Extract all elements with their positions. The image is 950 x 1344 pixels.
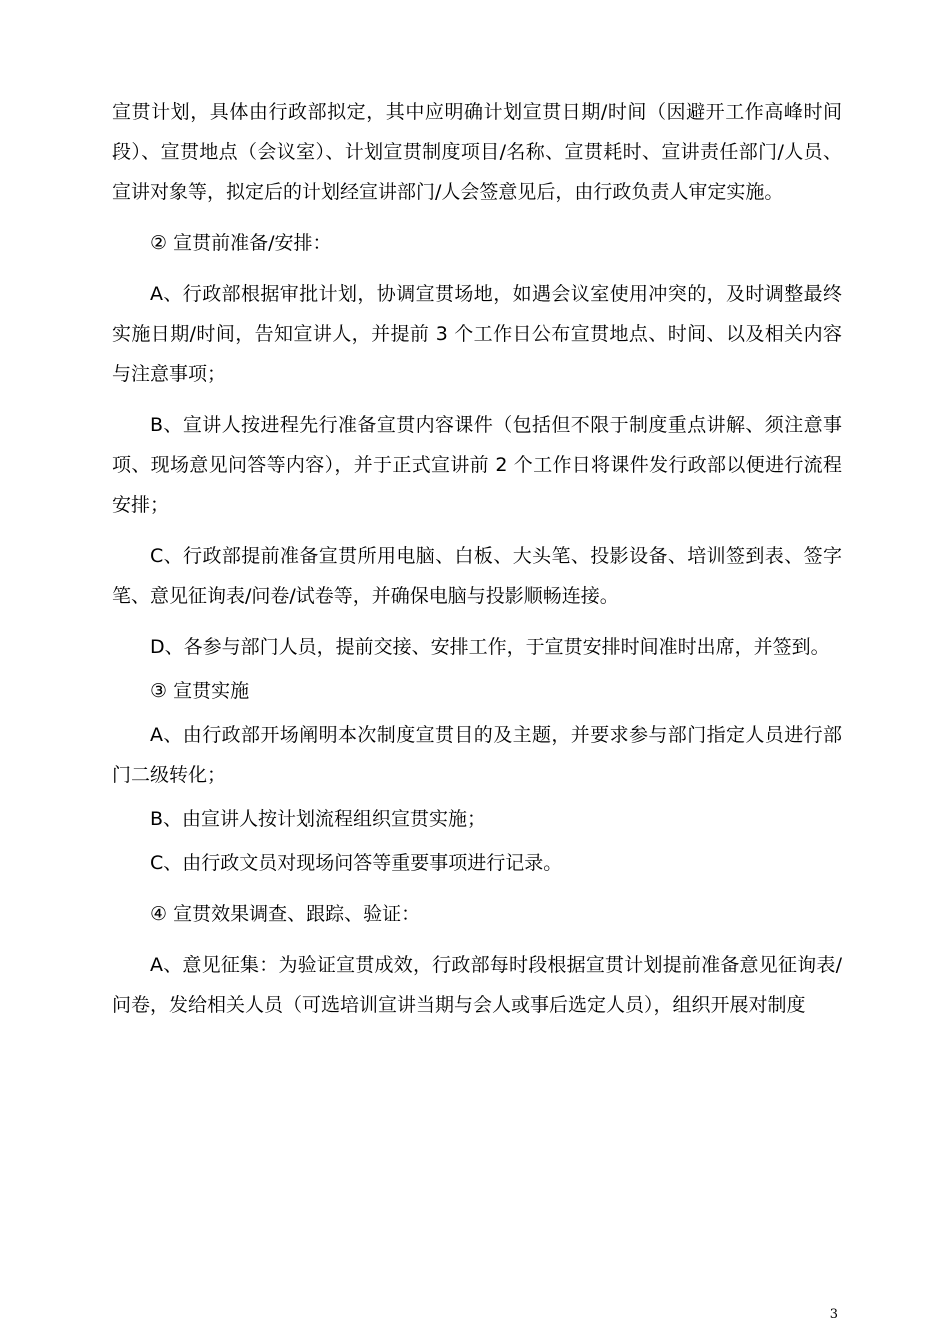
heading-effect-survey: ④ 宣贯效果调查、跟踪、验证： bbox=[150, 903, 421, 925]
paragraph-survey-a: A、意见征集：为验证宣贯成效，行政部每时段根据宣贯计划提前准备意见征询表/问卷，发给相关人员（可选培训宣讲当期与会人或事后选定人员），组织开展对制度 bbox=[112, 954, 842, 1016]
page-number: 3 bbox=[829, 1307, 838, 1322]
paragraph-prep-b: B、宣讲人按进程先行准备宣贯内容课件（包括但不限于制度重点讲解、须注意事项、现场意见问答等内容），并于正式宣讲前 2 个工作日将课件发行政部以便进行流程安排； bbox=[112, 414, 842, 516]
paragraph-impl-a: A、由行政部开场阐明本次制度宣贯目的及主题，并要求参与部门指定人员进行部门二级转化； bbox=[112, 724, 842, 786]
heading-implementation: ③ 宣贯实施 bbox=[150, 680, 250, 702]
paragraph-impl-b: B、由宣讲人按计划流程组织宣贯实施； bbox=[150, 808, 487, 830]
document-body bbox=[112, 92, 842, 1025]
heading-preparation: ② 宣贯前准备/安排： bbox=[150, 232, 332, 254]
paragraph-prep-a: A、行政部根据审批计划，协调宣贯场地，如遇会议室使用冲突的，及时调整最终实施日期/时间，告知宣讲人，并提前 3 个工作日公布宣贯地点、时间、以及相关内容与注意事项； bbox=[112, 283, 842, 385]
paragraph-plan-details: 宣贯计划，具体由行政部拟定，其中应明确计划宣贯日期/时间（因避开工作高峰时间段）、宣贯地点（会议室）、计划宣贯制度项目/名称、宣贯耗时、宣讲责任部门/人员、宣讲对象等，拟定后的计划经宣讲部门/人会签意见后，由行政负责人审定实施。 bbox=[112, 101, 842, 203]
paragraph-impl-c: C、由行政文员对现场问答等重要事项进行记录。 bbox=[150, 852, 563, 874]
paragraph-prep-d: D、各参与部门人员，提前交接、安排工作，于宣贯安排时间准时出席，并签到。 bbox=[150, 636, 830, 658]
paragraph-prep-c: C、行政部提前准备宣贯所用电脑、白板、大头笔、投影设备、培训签到表、签字笔、意见征询表/问卷/试卷等，并确保电脑与投影顺畅连接。 bbox=[112, 545, 842, 607]
